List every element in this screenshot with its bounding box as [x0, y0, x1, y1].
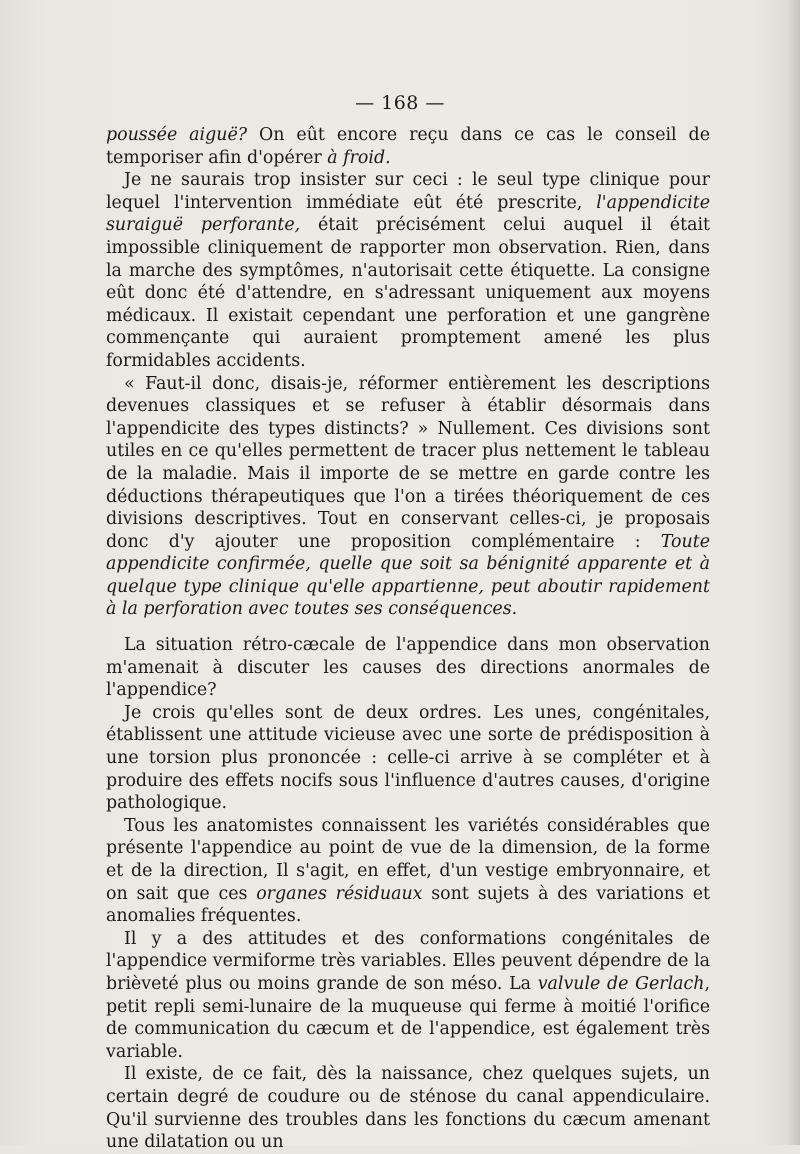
- paragraph: [106, 373, 710, 622]
- paragraph: [106, 928, 710, 1064]
- text-segment: Tous les anatomistes connaissent les variétés considérables que présente l'appendice au point de vue de la dimension, de la forme et de la direction, Il s'agit, en effet, d'un vestige embryonnaire, et on sait que ces: [106, 815, 710, 904]
- text-segment: Il existe, de ce fait, dès la naissance, chez quelques sujets, un certain degré de coudure ou de sténose du canal appendiculaire. Qu'il survienne des troubles dans les fonctions du cæcum amenant une dilatation ou un: [106, 1064, 710, 1153]
- paragraph: [106, 815, 710, 928]
- italic-text: Toute appendicite confirmée, quelle que soit sa bénignité apparente et à quelque type clinique qu'elle appartienne, peut aboutir rapidement à la perforation avec toutes ses conséquences.: [106, 531, 710, 620]
- paragraph: [106, 1063, 710, 1153]
- italic-text: valvule de Gerlach: [537, 973, 705, 994]
- page-number: — 168 —: [355, 92, 445, 114]
- page-edge-shadow: [786, 0, 800, 1145]
- paragraph: [106, 124, 710, 169]
- italic-text: l'appendicite suraiguë perforante,: [106, 192, 710, 236]
- text-segment: sont sujets à des variations et anomalies fréquentes.: [106, 883, 710, 927]
- text-segment: Il y a des attitudes et des conformations congénitales de l'appendice vermiforme très variables. Elles peuvent dépendre de la brièveté plus ou moins grande de son méso. La: [106, 928, 710, 994]
- text-segment: Je crois qu'elles sont de deux ordres. Les unes, congénitales, établissent une attitude vicieuse avec une sorte de prédisposition à une torsion plus prononcée : celle-ci arrive à se compléter et à produire des effets nocifs sous l'influence d'autres causes, d'origine pathologique.: [106, 702, 710, 814]
- text-segment: « Faut-il donc, disais-je, réformer entièrement les descriptions devenues classiques et se refuser à établir désormais dans l'appendicite des types distincts? » Nullement. Ces divisions sont utiles en ce qu'elles permettent de tracer plus nettement le tableau de la maladie. Mais il importe de se mettre en garde contre les déductions thérapeutiques que l'on a tirées théoriquement de ces divisions descriptives. Tout en conservant celles-ci, je proposais donc d'y ajouter une proposition complémentaire :: [106, 373, 710, 552]
- text-segment: La situation rétro-cæcale de l'appendice dans mon observation m'amenait à discuter les causes des directions anormales de l'appendice?: [106, 635, 710, 701]
- italic-text: organes résiduaux: [256, 883, 423, 904]
- paragraph: [106, 169, 710, 372]
- body-text: [106, 124, 710, 1154]
- italic-text: poussée aiguë?: [106, 125, 248, 145]
- paragraph: [106, 702, 710, 815]
- italic-text: à froid.: [327, 147, 391, 168]
- paragraph: [106, 634, 710, 702]
- text-segment: Je ne saurais trop insister sur ceci : le seul type clinique pour lequel l'intervention immédiate eût été prescrite,: [106, 170, 710, 213]
- text-segment: , petit repli semi-lunaire de la muqueuse qui ferme à moitié l'orifice de communication du cæcum et de l'appendice, est également très variable.: [106, 973, 710, 1062]
- text-segment: On eût encore reçu dans ce cas le conseil de temporiser afin d'opérer: [106, 125, 710, 168]
- text-segment: était précisément celui auquel il était impossible cliniquement de rapporter mon observation. Rien, dans la marche des symptômes, n'autorisait cette étiquette. La consigne eût donc été d'attendre, en s'adressant uniquement aux moyens médicaux. Il existait cependant une perforation et une gangrène commençante qui auraient promptement amené les plus formidables accidents.: [106, 215, 710, 371]
